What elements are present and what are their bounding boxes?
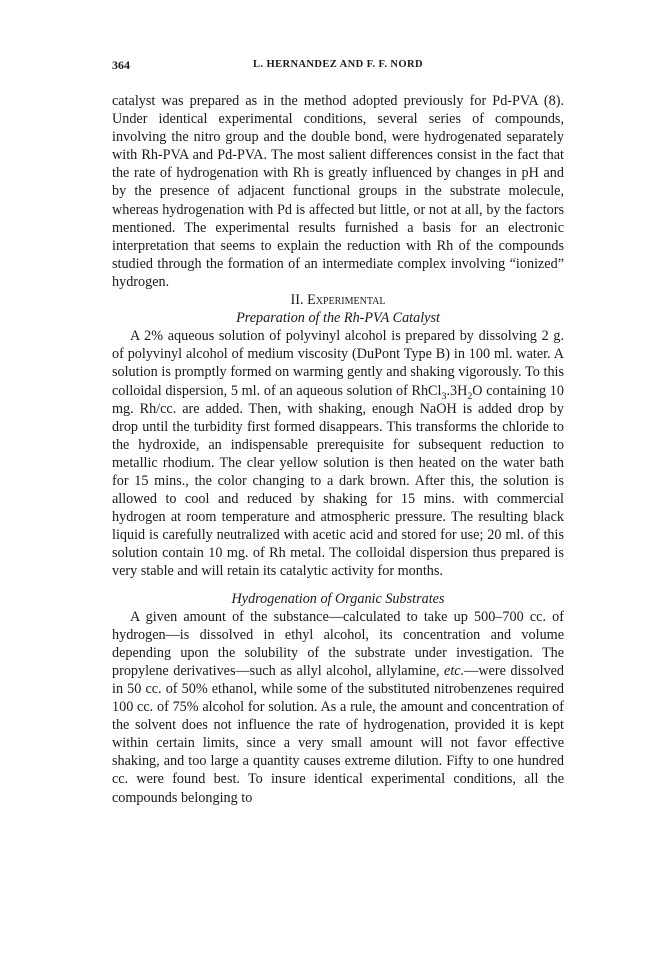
text-segment: —were dissolved in 50 cc. of 50% ethanol, while some of the substituted nitrobenzenes required 100 cc. of 75% alcohol for solution. As a rule, the amount and concentration of the solvent does not influence the rate of hydrogenation, provided it is kept within certain limits, since a very small amount will not favor effective shaking, and too large a quantity causes extreme dilution. Fifty to one hundred cc. were found best. To insure identical experimental conditions, all the compounds belonging to — [112, 662, 564, 806]
section-heading — [112, 291, 564, 309]
text-segment: O containing 10 mg. Rh/cc. are added. Then, with shaking, enough NaOH is added drop by drop until the turbidity first formed disappears. This transforms the chloride to the hydroxide, an indispensable prerequisite for subsequent reduction to metallic rhodium. The clear yellow solution is then heated on the water bath for 15 mins., the color changing to a dark brown. After this, the solution is allowed to cool and reduced by shaking for 15 mins. with commercial hydrogen at room temperature and atmospheric pressure. The resulting black liquid is carefully neutralized with acetic acid and stored for use; 20 ml. of this solution contain 10 mg. of Rh metal. The colloidal dispersion thus prepared is very stable and will retain its catalytic activity for months. — [112, 382, 564, 580]
paragraph-hydrogenation — [112, 608, 564, 807]
subscript: 3 — [441, 390, 447, 402]
etc-italic: etc. — [444, 662, 465, 679]
subscript: 2 — [467, 390, 473, 402]
section-title: Experimental — [307, 292, 386, 309]
text-segment: .3H — [446, 382, 468, 399]
article-body — [112, 92, 564, 807]
running-head: L. HERNANDEZ AND F. F. NORD — [253, 59, 423, 70]
intro-paragraph: catalyst was prepared as in the method adopted previously for Pd-PVA (8). Under identical experimental conditions, several series of compounds, involving the nitro group and the double bond, were hydrogenated separately with Rh-PVA and Pd-PVA. The most salient differences consist in the fact that the rate of hydrogenation with Rh is greatly influenced by changes in pH and by the presence of adjacent functional groups in the substrate molecule, whereas hydrogenation with Pd is affected but little, or not at all, by the factors mentioned. The experimental results furnished a basis for an electronic interpretation that seems to explain the reduction with Rh of the compounds studied through the formation of an intermediate complex involving “ionized” hydrogen. — [112, 93, 564, 290]
subsection-heading-catalyst: Preparation of the Rh-PVA Catalyst — [236, 310, 440, 327]
text-segment: A 2% aqueous solution of polyvinyl alcohol is prepared by dissolving 2 g. of polyvinyl alcohol of medium viscosity (DuPont Type B) in 100 ml. water. A solution is promptly formed on warming gently and shaking vigorously. To this colloidal dispersion, 5 ml. of an aqueous solution of RhCl — [112, 328, 564, 399]
text-segment: A given amount of the substance—calculated to take up 500–700 cc. of hydrogen—is dissolved in ethyl alcohol, its concentration and volume depending upon the solubility of the substrate under investigation. The propylene derivatives—such as allyl alcohol, allylamine, — [112, 608, 564, 679]
section-number: II. — [290, 292, 304, 309]
page-number: 364 — [112, 58, 130, 72]
subsection-heading-hydrogenation: Hydrogenation of Organic Substrates — [231, 590, 445, 607]
paragraph-catalyst-preparation — [112, 327, 564, 580]
